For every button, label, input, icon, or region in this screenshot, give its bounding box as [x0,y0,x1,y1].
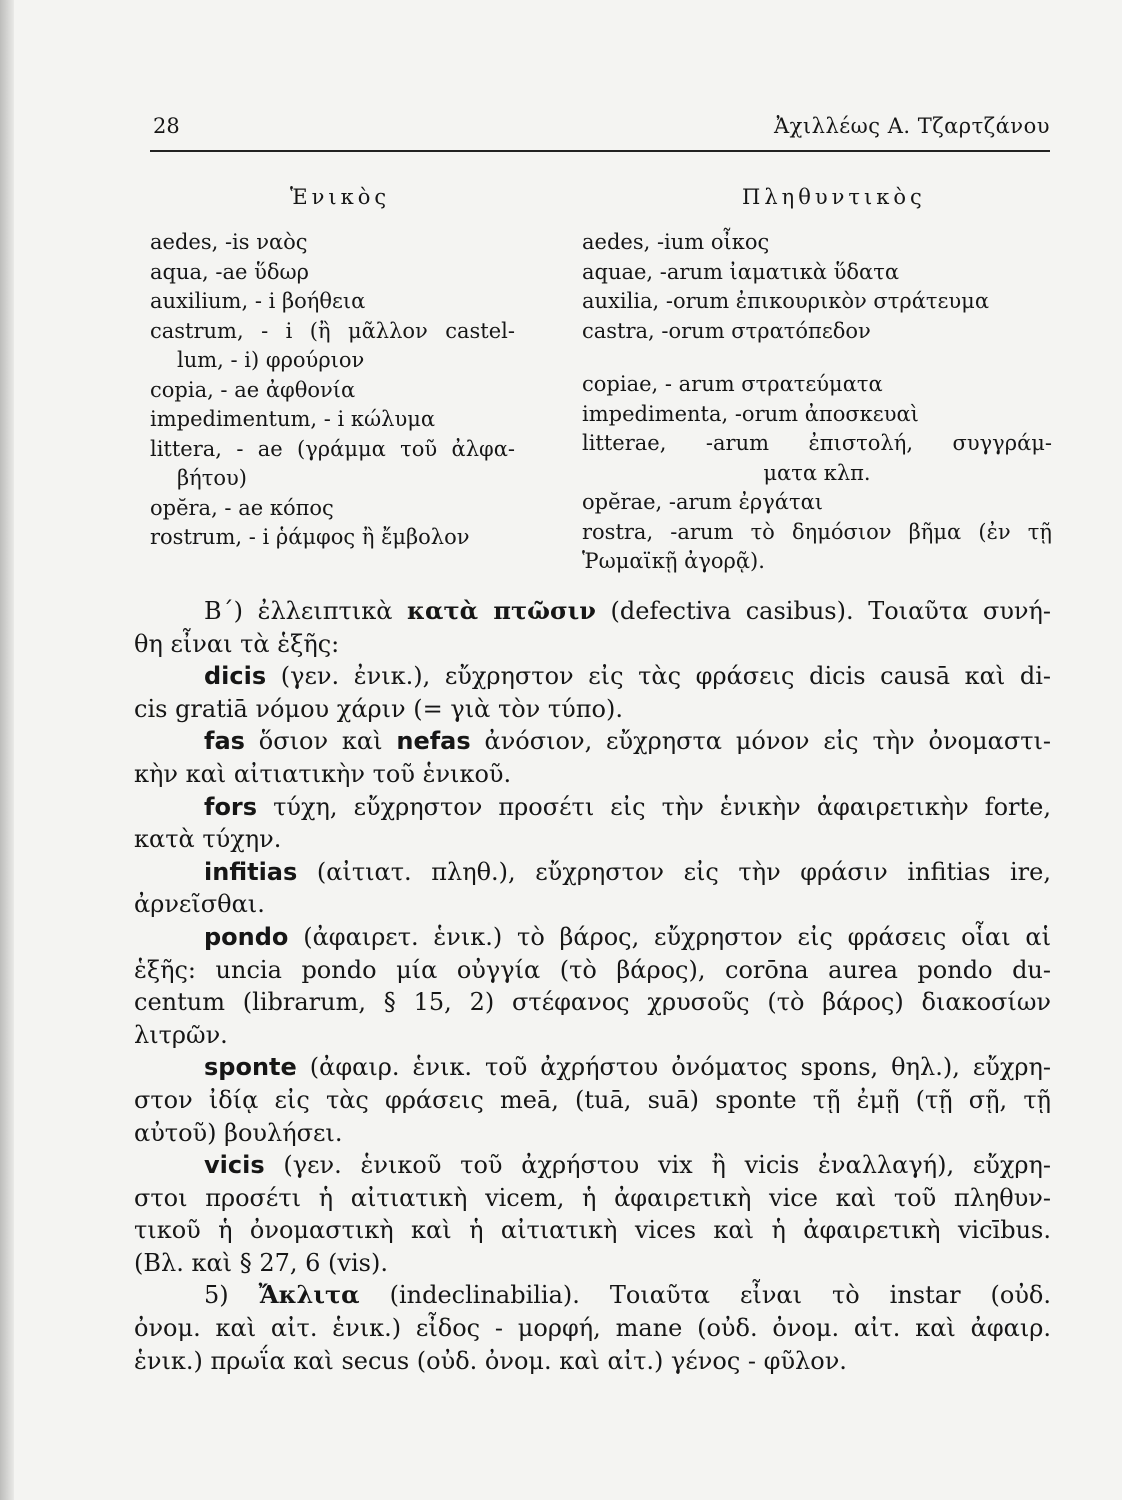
text-line: στον ἰδίᾳ εἰς τὰς φράσεις meā, (tuā, suā) sponte τῇ ἐμῇ (τῇ σῇ, τῇ [134,1085,1051,1114]
list-item: rostrum, - i ῥάμφος ἢ ἔμβολον [150,525,470,549]
list-item: aedes, -ium οἶκος [582,230,770,254]
paragraph-defectiva [134,595,1051,660]
text-line: θη εἶναι τὰ ἑξῆς: [134,629,340,658]
plural-column [582,183,1052,577]
list-item: rostra, -arum τὸ δημόσιον βῆμα (ἐν τῇ [582,519,1052,544]
paragraph-infitias [134,856,1051,921]
page-header [150,110,1050,150]
text-span: ὅσιον καὶ [258,727,383,756]
list-item: aqua, -ae ὕδωρ [150,259,309,284]
list-item: castra, -orum στρατόπεδον [582,318,871,343]
paragraph-dicis [134,660,1051,725]
text-span: (αἰτιατ. πληθ.), εὔχρηστον εἰς τὴν φράσιν infitias ire, [316,857,1051,886]
running-head: Ἀχιλλέως Α. Τζαρτζάνου [774,114,1050,138]
list-item-continuation: ματα κλπ. [763,460,871,485]
text-span: Β΄) ἐλλειπτικὰ [204,597,393,625]
text-line: cis gratiā νόμου χάριν (= γιὰ τὸν τύπο). [134,694,623,723]
list-item: copia, - ae ἀφθονία [150,377,356,402]
paragraph-pondo [134,921,1051,1051]
text-span: (γεν. ἑνικοῦ τοῦ ἀχρήστου vix ἢ vicis ἐναλλαγή), εὔχρη- [283,1151,1051,1180]
paragraph-sponte [134,1051,1051,1149]
lemma: infitias [204,857,298,886]
list-item-continuation: Ῥωμαϊκῇ ἀγορᾷ). [582,549,765,573]
list-item: opĕrae, -arum ἐργάται [582,490,823,514]
text-line: κὴν καὶ αἰτιατικὴν τοῦ ἑνικοῦ. [134,759,512,788]
list-item: auxilia, -orum ἐπικουρικὸν στράτευμα [582,289,989,313]
paragraph-vicis [134,1149,1051,1279]
list-item: aedes, -is ναὸς [150,230,308,254]
page-edge-shadow [0,0,14,1500]
paragraph-indeclinabilia [134,1279,1051,1377]
lemma: fas [204,727,245,756]
text-line: αὐτοῦ) βουλήσει. [134,1118,343,1147]
list-item: impedimenta, -orum ἀποσκευαὶ [582,401,919,426]
lemma: nefas [396,727,471,756]
lemma: dicis [204,662,267,691]
list-item: castrum, - i (ἢ μᾶλλον castel- [150,318,515,343]
header-rule [150,150,1050,152]
text-span: ἀνόσιον, εὔχρηστα μόνον εἰς τὴν ὀνομαστι- [484,727,1051,756]
list-item: aquae, -arum ἰαματικὰ ὕδατα [582,259,900,284]
plural-heading: Πληθυντικὸς [742,185,926,209]
text-line: ὀνομ. καὶ αἰτ. ἑνικ.) εἶδος - μορφή, mane (οὐδ. ὀνομ. αἰτ. καὶ ἀφαιρ. [134,1314,1051,1343]
text-line: ἑνικ.) πρωΐα καὶ secus (οὐδ. ὀνομ. καὶ αἰτ.) γένος - φῦλον. [134,1346,847,1375]
text-span: (defectiva casibus). Τοιαῦτα συνή- [610,597,1051,625]
page-number: 28 [153,114,180,138]
text-span: (ἀφαιρετ. ἑνικ.) τὸ βάρος, εὔχρηστον εἰς φράσεις οἷαι αἱ [303,922,1052,951]
text-line: λιτρῶν. [134,1020,228,1049]
text-span: τύχη, εὔχρηστον προσέτι εἰς τὴν ἑνικὴν ἀφαιρετικὴν forte, [273,792,1051,821]
lemma: pondo [204,922,289,951]
list-item: impedimentum, - i κώλυμα [150,407,436,431]
text-span: (indeclinabilia). Τοιαῦτα εἶναι τὸ instar (οὐδ. [389,1281,1051,1310]
text-line: τικοῦ ἡ ὀνομαστικὴ καὶ ἡ αἰτιατικὴ vices καὶ ἡ ἀφαιρετικὴ vicībus. [134,1216,1051,1245]
list-item: copiae, - arum στρατεύματα [582,372,883,396]
text-line: ἀρνεῖσθαι. [134,890,265,919]
text-line: centum (librarum, § 15, 2) στέφανος χρυσοῦς (τὸ βάρος) διακοσίων [134,988,1051,1017]
text-line: στοι προσέτι ἡ αἰτιατικὴ vicem, ἡ ἀφαιρετικὴ vice καὶ τοῦ πληθυν- [134,1183,1051,1212]
body-text [134,595,1051,1377]
text-line: κατὰ τύχην. [134,825,282,854]
lemma: vicis [204,1151,265,1180]
paragraph-fors [134,791,1051,856]
list-item: littera, - ae (γράμμα τοῦ ἀλφα- [150,436,515,461]
paragraph-fas [134,725,1051,790]
lemma: fors [204,792,258,821]
section-number: 5) [204,1281,229,1310]
spacer [582,346,1052,370]
list-item-continuation: βήτου) [177,466,247,490]
lemma: sponte [204,1053,297,1082]
bold-term: Ἄκλιτα [258,1280,360,1310]
text-line: (Βλ. καὶ § 27, 6 (vis). [134,1248,388,1277]
bold-term: κατὰ πτῶσιν [407,596,596,625]
text-line: ἑξῆς: uncia pondo μία οὐγγία (τὸ βάρος), corōna aurea pondo du- [134,955,1051,984]
list-item: opĕra, - ae κόπος [150,495,334,520]
text-span: (ἀφαιρ. ἑνικ. τοῦ ἀχρήστου ὀνόματος spons, θηλ.), εὔχρη- [309,1053,1051,1082]
list-item-continuation: lum, - i) φρούριον [177,348,365,372]
list-item: auxilium, - i βοήθεια [150,289,366,313]
text-span: (γεν. ἐνικ.), εὔχρηστον εἰς τὰς φράσεις dicis causā καὶ di- [280,662,1051,691]
singular-heading: Ἑνικὸς [290,185,391,209]
singular-column [150,183,515,553]
list-item: litterae, -arum ἐπιστολή, συγγράμ- [582,431,1052,455]
